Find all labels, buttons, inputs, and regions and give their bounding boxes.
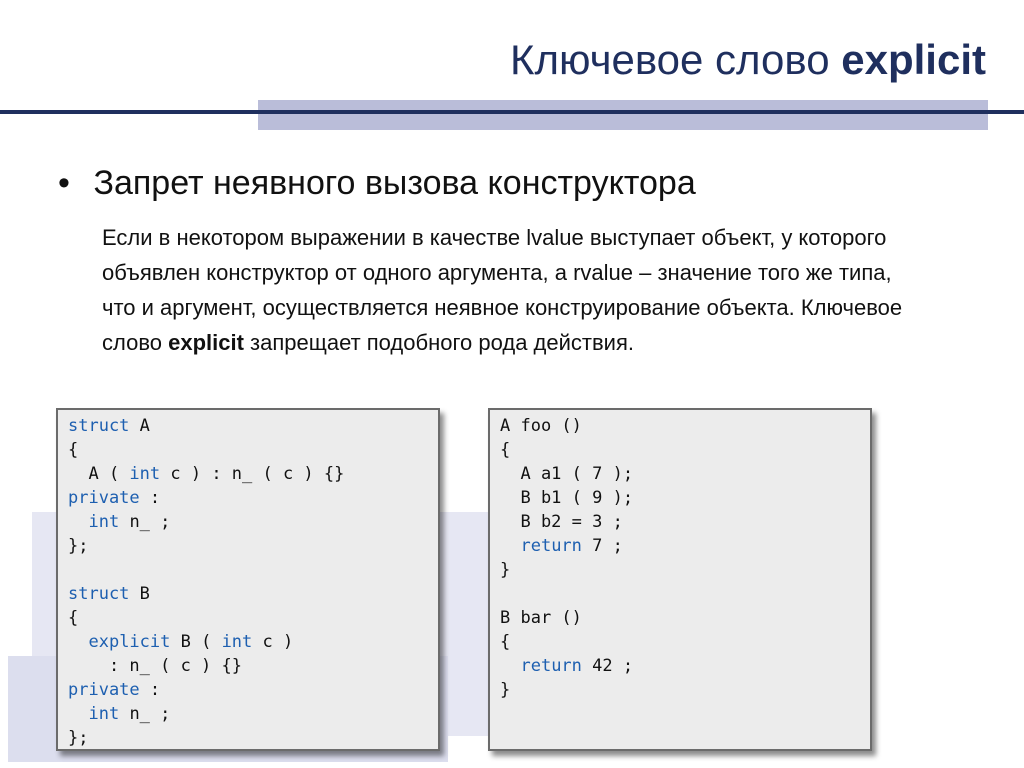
code-text: { xyxy=(500,632,511,652)
bullet-item xyxy=(58,164,696,203)
code-line xyxy=(68,630,428,654)
slide-title-regular: Ключевое слово xyxy=(510,36,842,83)
bullet-heading: Запрет неявного вызова конструктора xyxy=(93,164,696,202)
code-line xyxy=(68,438,428,462)
code-text: { xyxy=(500,440,511,460)
code-keyword: struct xyxy=(68,584,130,604)
code-line xyxy=(500,486,860,510)
code-line xyxy=(500,438,860,462)
code-line xyxy=(68,462,428,486)
code-line xyxy=(68,534,428,558)
code-line xyxy=(500,582,860,606)
code-text: : xyxy=(139,488,161,508)
code-text xyxy=(500,656,520,676)
paragraph-keyword: explicit xyxy=(168,330,244,355)
code-text: n_ ; xyxy=(119,704,171,724)
code-keyword: int xyxy=(88,704,120,724)
code-text: B ( xyxy=(170,632,222,652)
slide-title xyxy=(510,36,986,84)
code-text: A xyxy=(129,416,150,436)
slide-title-keyword: explicit xyxy=(841,36,986,83)
code-text: A a1 ( 7 ); xyxy=(500,464,634,484)
code-listing xyxy=(500,414,860,702)
code-text: n_ ; xyxy=(119,512,171,532)
code-line xyxy=(500,462,860,486)
code-text: 7 ; xyxy=(581,536,623,556)
code-text: c ) xyxy=(252,632,294,652)
code-line xyxy=(68,510,428,534)
code-text: : n_ ( c ) {} xyxy=(68,656,242,676)
code-line xyxy=(68,702,428,726)
paragraph-text-after: запрещает подобного рода действия. xyxy=(243,330,634,355)
code-listing xyxy=(68,414,428,750)
code-line xyxy=(68,414,428,438)
code-line xyxy=(68,486,428,510)
code-line xyxy=(500,534,860,558)
code-line xyxy=(68,558,428,582)
bullet-symbol: • xyxy=(58,164,70,202)
code-text xyxy=(68,512,88,532)
code-keyword: int xyxy=(221,632,253,652)
code-text xyxy=(500,536,520,556)
code-text: B b1 ( 9 ); xyxy=(500,488,634,508)
paragraph-text-before: Если в некотором выражении в качестве lvalue выступает объект, у которого объявлен конструктор от одного аргумента, а rvalue – значение того же типа, что и аргумент, осуществляется неявное конструирование объекта. Ключевое слово xyxy=(102,225,903,355)
code-text: }; xyxy=(68,728,89,748)
code-keyword: return xyxy=(520,656,582,676)
code-line xyxy=(500,414,860,438)
code-text: 42 ; xyxy=(581,656,634,676)
code-line xyxy=(68,726,428,750)
code-text: { xyxy=(68,608,79,628)
code-line xyxy=(68,654,428,678)
code-text: B b2 = 3 ; xyxy=(500,512,623,532)
code-text xyxy=(68,632,88,652)
code-text: A ( xyxy=(68,464,130,484)
code-keyword: explicit xyxy=(88,632,171,652)
code-keyword: struct xyxy=(68,416,130,436)
code-keyword: int xyxy=(88,512,120,532)
code-line xyxy=(68,582,428,606)
code-line xyxy=(68,606,428,630)
code-keyword: return xyxy=(520,536,582,556)
code-block-structs xyxy=(56,408,440,751)
code-text: c ) : n_ ( c ) {} xyxy=(160,464,345,484)
code-text: }; xyxy=(68,536,89,556)
code-line xyxy=(68,678,428,702)
code-text: { xyxy=(68,440,79,460)
code-text: } xyxy=(500,560,511,580)
title-underline-band xyxy=(258,100,988,130)
code-line xyxy=(500,654,860,678)
code-line xyxy=(500,630,860,654)
code-line xyxy=(500,606,860,630)
code-text: } xyxy=(500,680,511,700)
code-keyword: private xyxy=(68,680,140,700)
explanation-paragraph xyxy=(102,220,922,360)
code-keyword: private xyxy=(68,488,140,508)
code-line xyxy=(500,510,860,534)
title-underline-rule xyxy=(0,110,1024,114)
code-text xyxy=(68,704,88,724)
code-text: B bar () xyxy=(500,608,582,628)
code-text: B xyxy=(129,584,150,604)
code-block-functions xyxy=(488,408,872,751)
code-line xyxy=(500,558,860,582)
code-text: : xyxy=(139,680,161,700)
code-keyword: int xyxy=(129,464,161,484)
code-text: A foo () xyxy=(500,416,582,436)
code-line xyxy=(500,678,860,702)
